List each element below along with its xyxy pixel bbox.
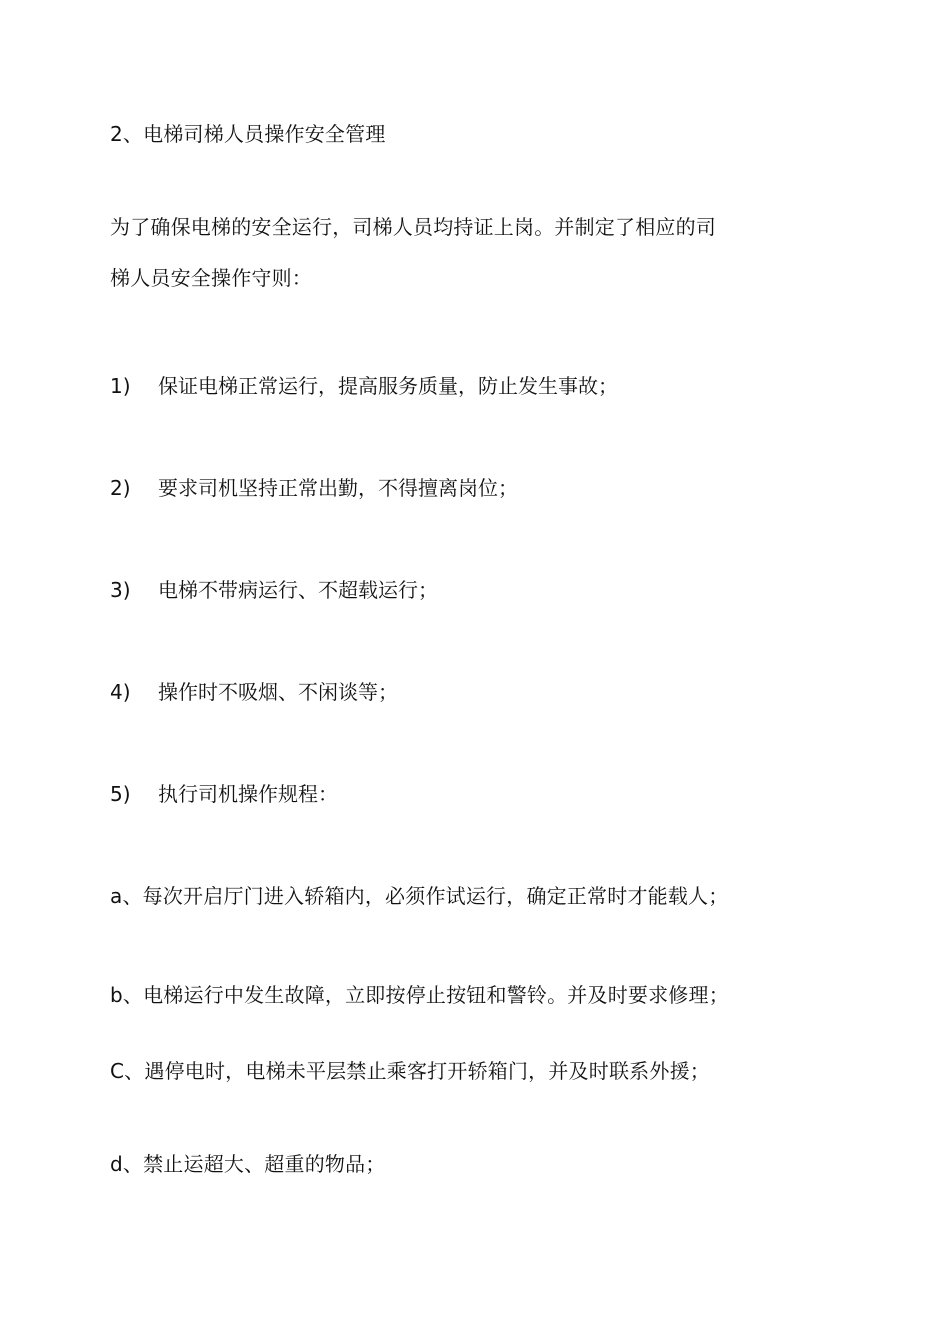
- section-heading: 2、电梯司梯人员操作安全管理: [110, 122, 386, 146]
- intro-paragraph-line-2: 梯人员安全操作守则：: [110, 266, 312, 290]
- rule-item: [110, 372, 618, 400]
- procedure-item-a: a、每次开启厅门进入轿箱内，必须作试运行，确定正常时才能载人；: [110, 884, 729, 908]
- procedure-item-c: C、遇停电时，电梯未平层禁止乘客打开轿箱门，并及时联系外援；: [110, 1059, 710, 1083]
- rule-text: 保证电梯正常运行，提高服务质量，防止发生事故；: [158, 374, 618, 398]
- rule-text: 电梯不带病运行、不超载运行；: [158, 578, 438, 602]
- rule-number: 4): [110, 680, 131, 704]
- rule-number: 3): [110, 578, 131, 602]
- intro-paragraph-line-1: 为了确保电梯的安全运行，司梯人员均持证上岗。并制定了相应的司: [110, 215, 716, 239]
- rule-text: 操作时不吸烟、不闲谈等；: [158, 680, 398, 704]
- rule-number: 5): [110, 782, 131, 806]
- procedure-item-d: d、禁止运超大、超重的物品；: [110, 1152, 386, 1176]
- rule-number: 1): [110, 374, 131, 398]
- rule-item: [110, 576, 438, 604]
- procedure-item-b: b、电梯运行中发生故障，立即按停止按钮和警铃。并及时要求修理；: [110, 983, 729, 1007]
- rule-text: 要求司机坚持正常出勤，不得擅离岗位；: [158, 476, 518, 500]
- rule-item: [110, 474, 518, 502]
- rule-text: 执行司机操作规程：: [158, 782, 338, 806]
- rule-item: [110, 780, 338, 808]
- rule-item: [110, 678, 398, 706]
- rule-number: 2): [110, 476, 131, 500]
